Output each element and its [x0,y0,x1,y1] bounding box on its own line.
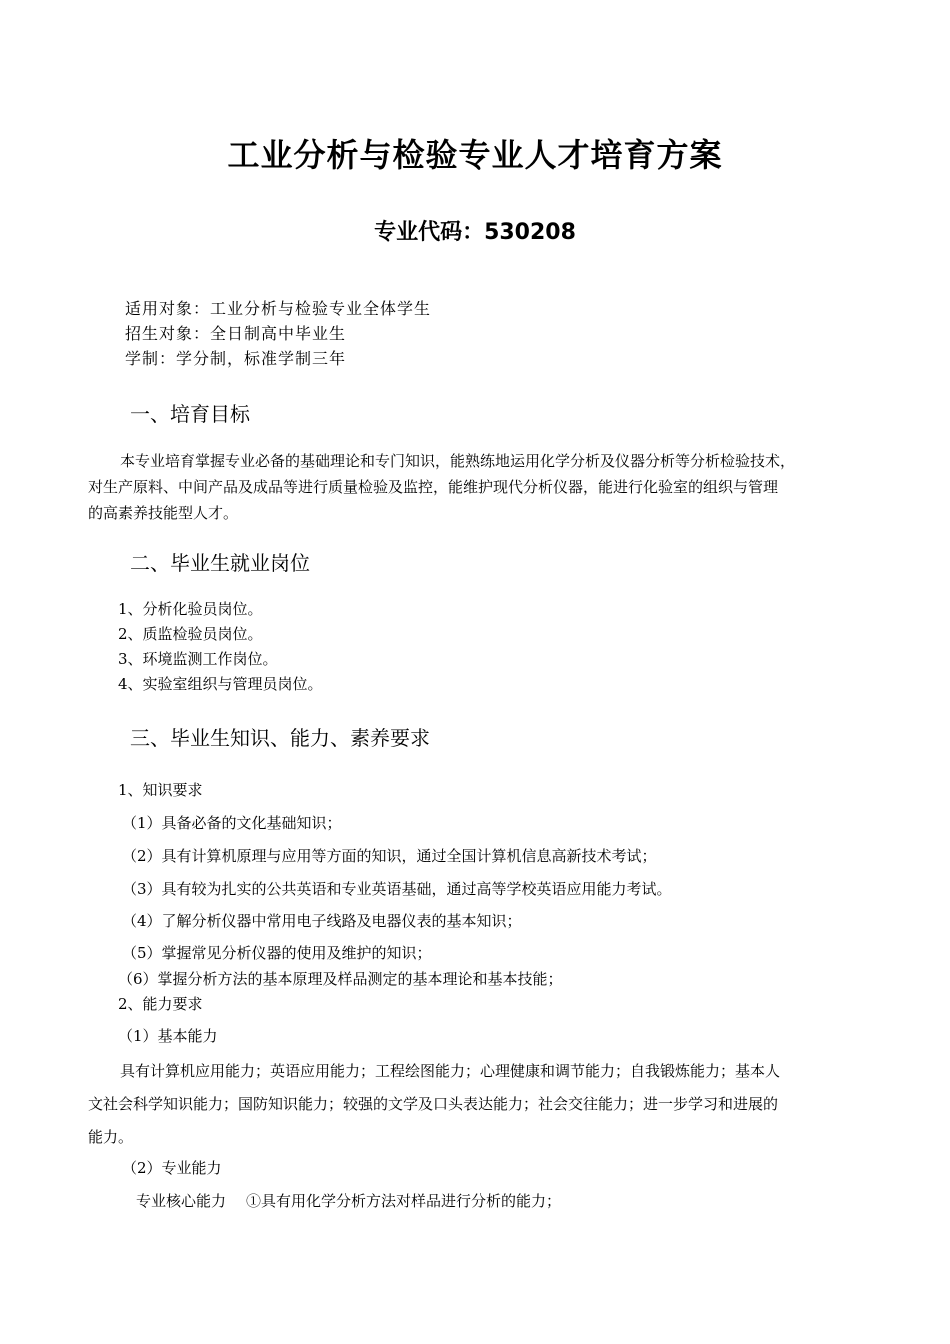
major-code: 专业代码：530208 [374,220,576,245]
document-title: 工业分析与检验专业人才培育方案 [227,136,723,174]
info-enrollment: 招生对象：全日制高中毕业生 [125,324,347,343]
goals-line: 本专业培育掌握专业必备的基础理论和专门知识，能熟练地运用化学分析及仪器分析等分析检验技术， [120,452,796,470]
basic-line: 能力。 [88,1128,134,1146]
basic-ability-body [88,1055,878,1154]
knowledge-title: 1、知识要求 [118,781,203,799]
ability-title: 2、能力要求 [118,995,203,1013]
section-heading-jobs: 二、毕业生就业岗位 [130,551,310,575]
section-heading-goals: 一、培育目标 [130,402,250,426]
knowledge-item: （1）具备必备的文化基础知识； [122,814,342,832]
job-item: 2、质监检验员岗位。 [118,625,263,643]
knowledge-item: （5）掌握常见分析仪器的使用及维护的知识； [122,944,432,962]
info-duration: 学制：学分制，标准学制三年 [125,349,347,368]
knowledge-item: （3）具有较为扎实的公共英语和专业英语基础，通过高等学校英语应用能力考试。 [122,880,672,898]
knowledge-item: （6）掌握分析方法的基本原理及样品测定的基本理论和基本技能； [118,970,563,988]
job-item: 3、环境监测工作岗位。 [118,650,278,668]
basic-line: 具有计算机应用能力；英语应用能力；工程绘图能力；心理健康和调节能力；自我锻炼能力；基本人 [120,1062,781,1080]
info-target-students: 适用对象：工业分析与检验专业全体学生 [125,299,432,318]
knowledge-item: （2）具有计算机原理与应用等方面的知识，通过全国计算机信息高新技术考试； [122,847,657,865]
job-item: 1、分析化验员岗位。 [118,600,263,618]
basic-ability-title: （1）基本能力 [118,1027,218,1045]
goals-line: 对生产原料、中间产品及成品等进行质量检验及监控，能维护现代分析仪器，能进行化验室的组织与管理 [88,478,779,496]
basic-line: 文社会科学知识能力；国防知识能力；较强的文学及口头表达能力；社会交往能力；进一步学习和进展的 [88,1095,779,1113]
section-goals-body [88,448,878,526]
professional-ability-title: （2）专业能力 [122,1159,222,1177]
job-item: 4、实验室组织与管理员岗位。 [118,675,323,693]
core-ability-row [136,1190,561,1212]
goals-line: 的高素养技能型人才。 [88,504,239,522]
knowledge-item: （4）了解分析仪器中常用电子线路及电器仪表的基本知识； [122,912,522,930]
core-ability-item: ①具有用化学分析方法对样品进行分析的能力； [246,1192,562,1210]
core-ability-label: 专业核心能力 [136,1192,227,1210]
section-heading-requirements: 三、毕业生知识、能力、素养要求 [130,726,430,750]
